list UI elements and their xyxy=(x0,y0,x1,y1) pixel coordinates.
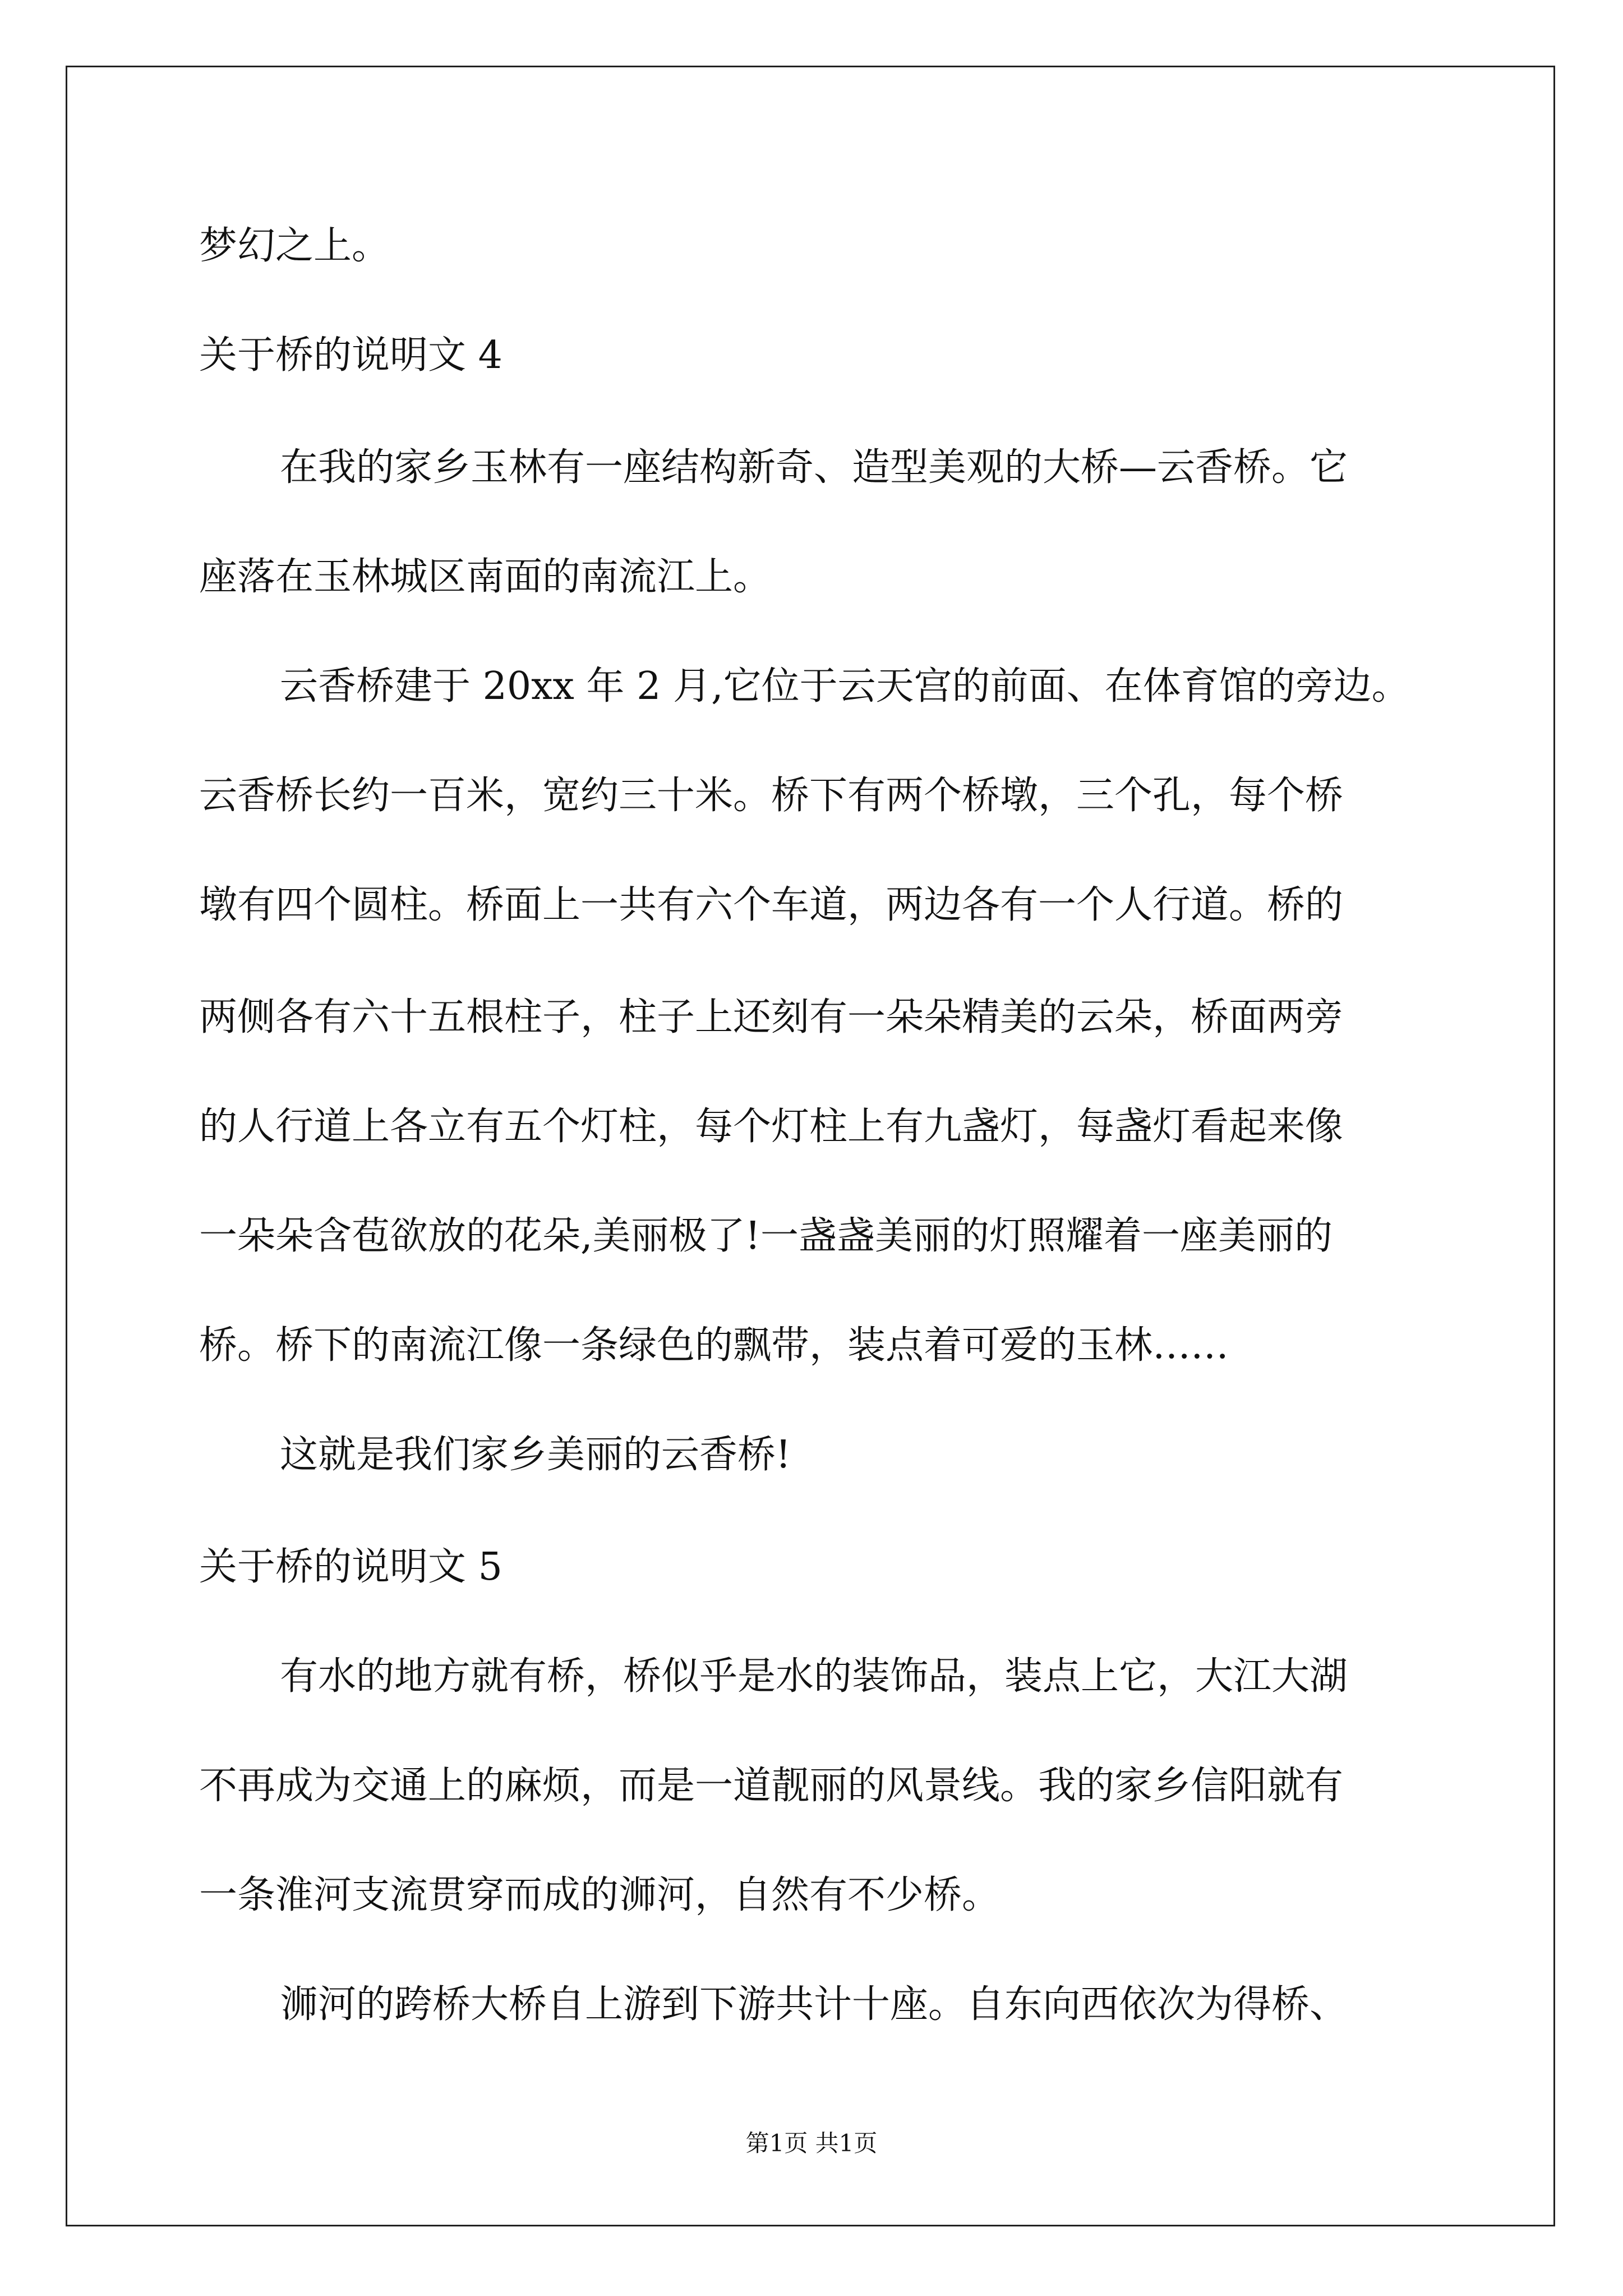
text-line: 一条淮河支流贯穿而成的浉河，自然有不少桥。 xyxy=(199,1873,1000,1917)
text-line: 云香桥长约一百米，宽约三十米。桥下有两个桥墩，三个孔，每个桥 xyxy=(199,774,1344,818)
text-line: 不再成为交通上的麻烦，而是一道靓丽的风景线。我的家乡信阳就有 xyxy=(199,1764,1344,1808)
text-line: 这就是我们家乡美丽的云香桥! xyxy=(280,1433,791,1477)
text-line: 桥。桥下的南流江像一条绿色的飘带，装点着可爱的玉林…… xyxy=(199,1323,1229,1368)
text-line: 墩有四个圆柱。桥面上一共有六个车道，两边各有一个人行道。桥的 xyxy=(199,883,1344,927)
text-line: 云香桥建于 20xx 年 2 月,它位于云天宫的前面、在体育馆的旁边。 xyxy=(280,664,1410,708)
section-heading: 关于桥的说明文 4 xyxy=(199,333,502,378)
text-line: 浉河的跨桥大桥自上游到下游共计十座。自东向西依次为得桥、 xyxy=(280,1982,1348,2027)
text-line: 一朵朵含苞欲放的花朵,美丽极了!一盏盏美丽的灯照耀着一座美丽的 xyxy=(199,1214,1332,1258)
text-line: 有水的地方就有桥，桥似乎是水的装饰品，装点上它，大江大湖 xyxy=(280,1654,1348,1699)
page-number-footer: 第1页 共1页 xyxy=(745,2129,878,2157)
text-line: 梦幻之上。 xyxy=(199,224,390,268)
section-heading: 关于桥的说明文 5 xyxy=(199,1545,502,1589)
text-line: 座落在玉林城区南面的南流江上。 xyxy=(199,555,772,599)
text-line: 两侧各有六十五根柱子，柱子上还刻有一朵朵精美的云朵，桥面两旁 xyxy=(199,995,1344,1039)
text-line: 在我的家乡玉林有一座结构新奇、造型美观的大桥—云香桥。它 xyxy=(280,445,1348,490)
text-line: 的人行道上各立有五个灯柱，每个灯柱上有九盏灯，每盏灯看起来像 xyxy=(199,1105,1344,1149)
